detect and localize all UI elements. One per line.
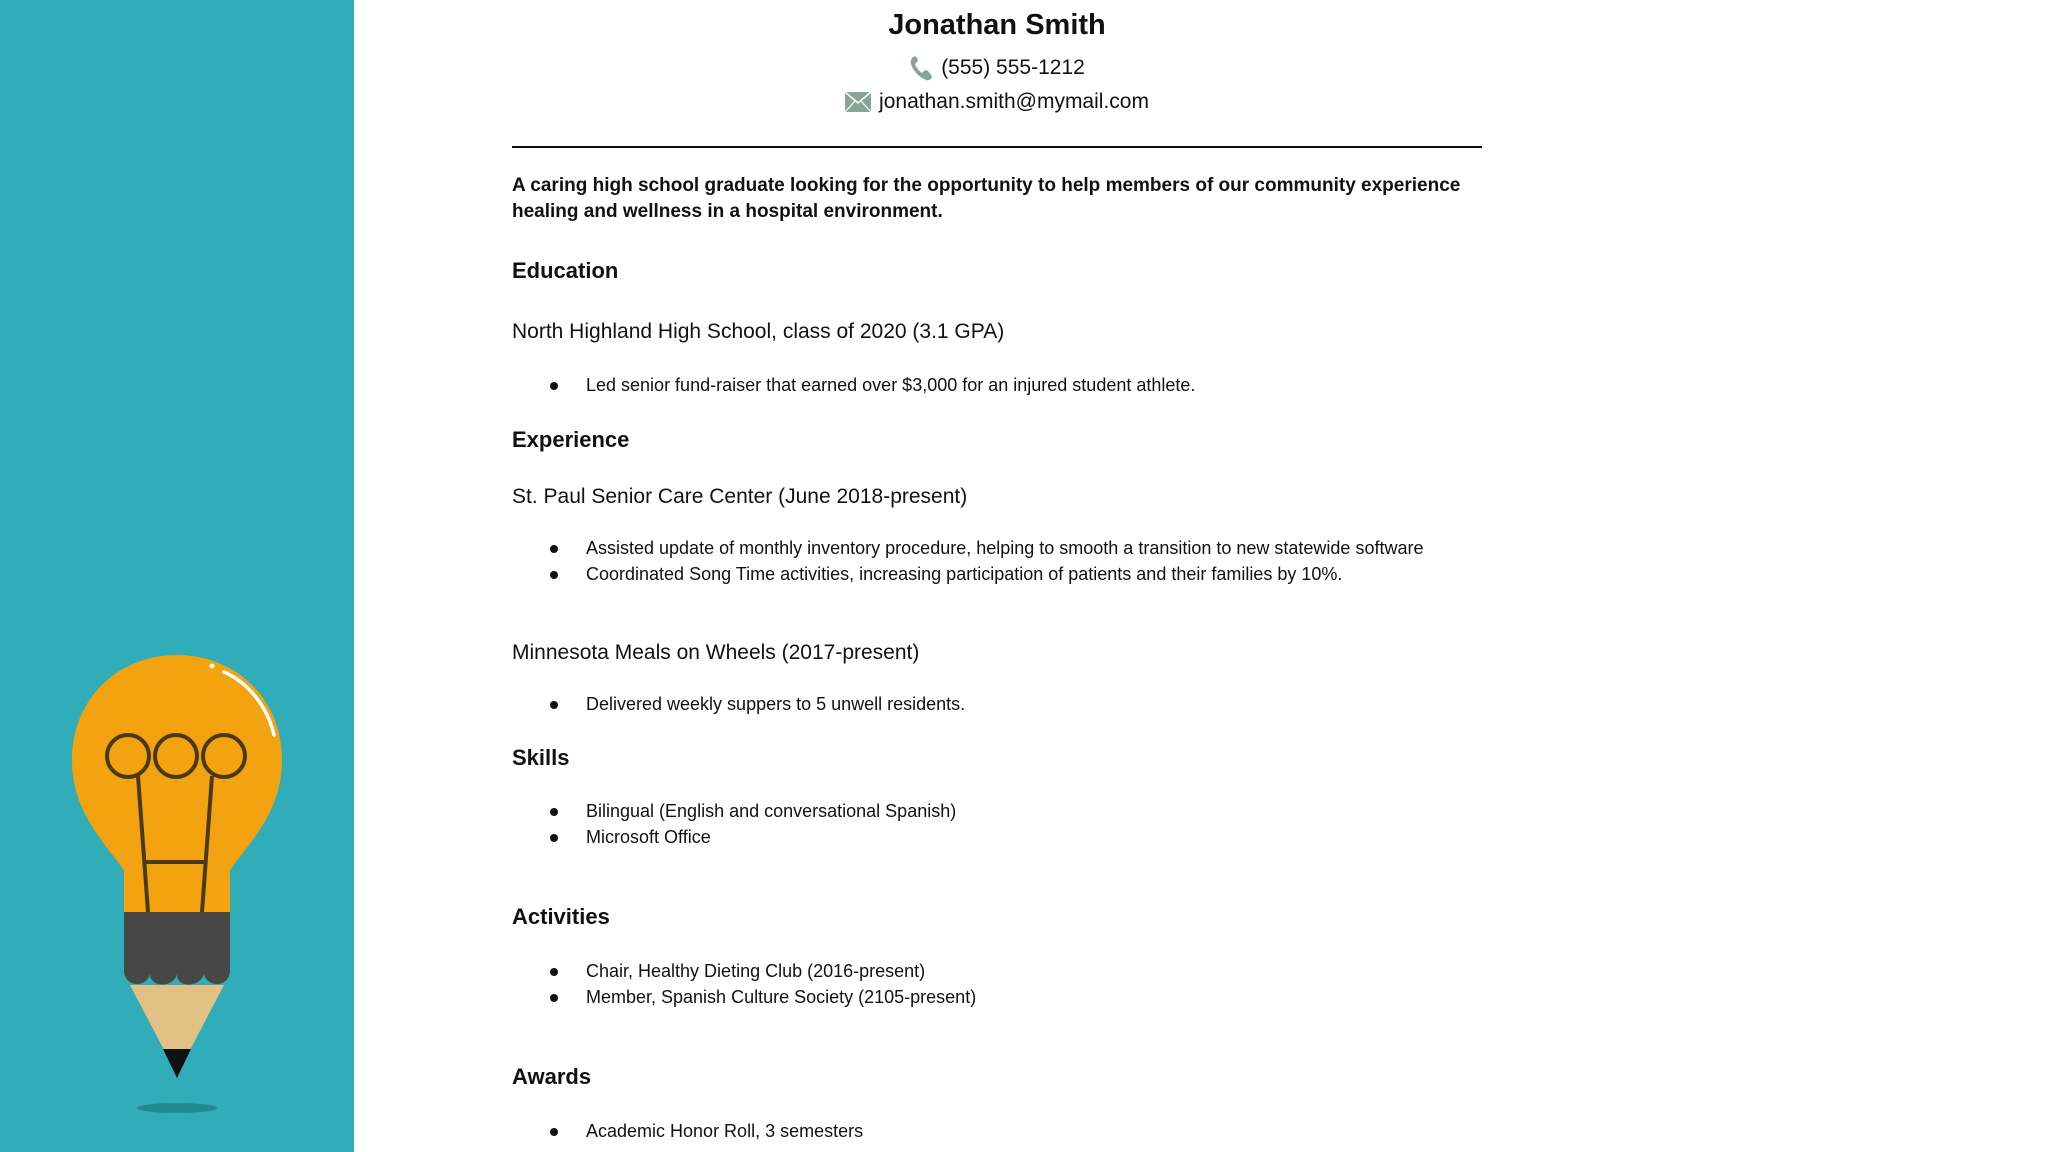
list-item: Academic Honor Roll, 3 semesters [512,1118,863,1144]
job-title: Minnesota Meals on Wheels (2017-present) [512,641,920,664]
lightbulb-pencil-icon [62,650,292,1130]
skills-bullets [512,798,956,850]
envelope-icon [845,92,871,112]
email-address: jonathan.smith@mymail.com [879,90,1149,113]
list-item: Bilingual (English and conversational Spanish) [512,798,956,824]
phone-number: (555) 555-1212 [941,56,1085,79]
list-item: Microsoft Office [512,824,956,850]
education-heading: Education [512,258,619,283]
resume-document [512,0,1482,1141]
summary-text: A caring high school graduate looking for the opportunity to help members of our community experience healing and wellness in a hospital environment. [512,175,1461,222]
experience-heading: Experience [512,427,630,452]
list-item: Led senior fund-raiser that earned over $3,000 for an injured student athlete. [512,372,1195,398]
activities-bullets [512,958,976,1010]
header-divider [512,146,1482,148]
pencil-band [124,912,230,985]
sidebar-panel [0,0,354,1152]
job-bullets [512,535,1423,587]
phone-line [512,51,1482,85]
email-line [512,85,1482,119]
job-bullets [512,691,965,717]
skills-heading: Skills [512,745,570,770]
list-item: Assisted update of monthly inventory procedure, helping to smooth a transition to new statewide software [512,535,1423,561]
shadow [137,1103,217,1113]
candidate-name: Jonathan Smith [888,9,1106,41]
bulb-glass [72,655,282,915]
awards-bullets [512,1118,863,1144]
resume-header [512,7,1482,119]
education-bullets [512,372,1195,398]
bulb-highlight-dot [210,664,215,669]
pencil-wood [130,985,224,1050]
pencil-tip [163,1049,191,1078]
list-item: Chair, Healthy Dieting Club (2016-present) [512,958,976,984]
list-item: Member, Spanish Culture Society (2105-present) [512,984,976,1010]
education-school: North Highland High School, class of 2020 (3.1 GPA) [512,320,1005,343]
phone-icon [909,55,933,81]
awards-heading: Awards [512,1064,592,1089]
list-item: Coordinated Song Time activities, increasing participation of patients and their families by 10%. [512,561,1423,587]
job-title: St. Paul Senior Care Center (June 2018-present) [512,485,968,508]
activities-heading: Activities [512,904,610,929]
list-item: Delivered weekly suppers to 5 unwell residents. [512,691,965,717]
